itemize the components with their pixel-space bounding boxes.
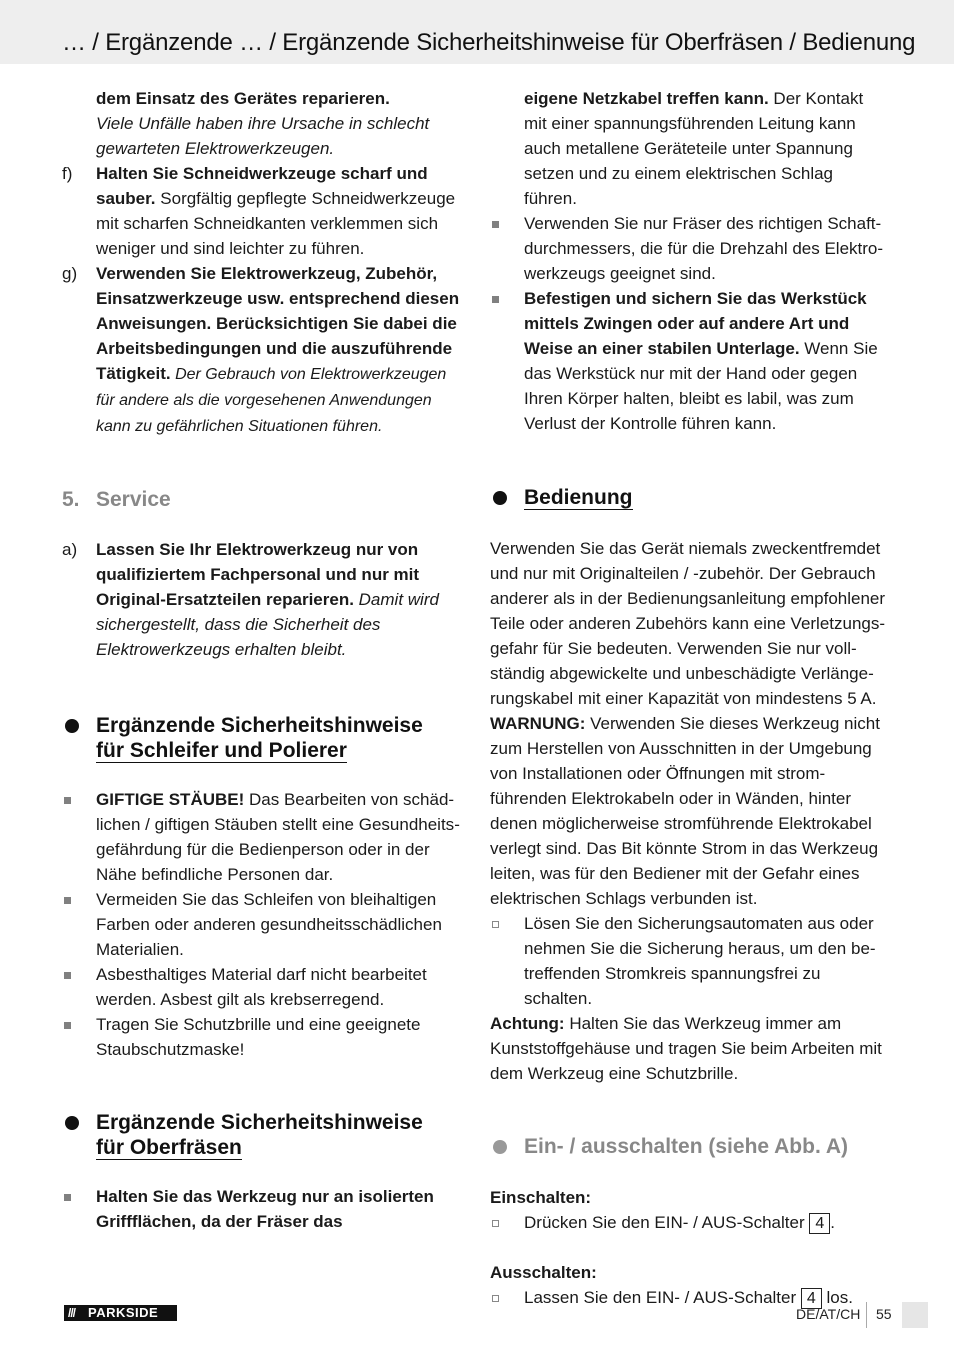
parkside-logo: [64, 1305, 177, 1321]
square-bullet-icon: [492, 221, 499, 228]
footer-language: DE/AT/CH: [796, 1306, 861, 1322]
right-column: [490, 86, 890, 1310]
list-item-a: [62, 537, 466, 662]
list-item-f: [62, 161, 466, 261]
heading-schleifer: [62, 713, 466, 763]
achtung-paragraph: [490, 1011, 890, 1086]
page-header: [0, 0, 954, 64]
bullet-text: Tragen Sie Schutzbrille und eine geeignete Staubschutzmaske!: [96, 1015, 421, 1059]
bullet-item: [62, 1012, 466, 1062]
heading-oberfraesen: [62, 1110, 466, 1160]
warning-label: WARNUNG:: [490, 714, 586, 733]
section-service-heading: [62, 487, 466, 513]
step-item: [490, 911, 890, 1011]
checkbox-bullet-icon: [492, 1220, 499, 1227]
square-bullet-icon: [492, 296, 499, 303]
continued-bold: eigene Netzkabel treffen kann.: [524, 89, 769, 108]
bullet-item: [62, 787, 466, 887]
continued-italic: Viele Unfälle haben ihre Ursache in schlecht gewarteten Elektrowerkzeugen.: [96, 114, 430, 158]
step-text: Lösen Sie den Sicherungsautomaten aus oder nehmen Sie die Sicherung heraus, um den betreffenden Stromkreis spannungsfrei zu schalten.: [524, 914, 876, 1008]
bullet-bold: GIFTIGE STÄUBE!: [96, 790, 245, 809]
heading-oberfraesen-line2: für Oberfräsen: [96, 1136, 242, 1159]
continued-item: [62, 86, 466, 161]
bullet-dot-icon: [493, 1140, 507, 1154]
step-text: Drücken Sie den EIN- / AUS-Schalter: [524, 1213, 810, 1232]
part-number-box: 4: [809, 1213, 830, 1234]
heading-ein-aus: [490, 1134, 890, 1159]
continued-item: [490, 86, 890, 211]
bullet-item: [62, 887, 466, 962]
continued-text: Der Kontakt mit einer spannungsführenden Leitung kann auch metallene Geräteteile unter Spannung setzen und zu einem elektrischen Schlag führen.: [524, 89, 864, 208]
heading-schleifer-line1: Ergänzende Sicherheitshinweise: [96, 714, 423, 737]
achtung-text: Halten Sie das Werkzeug immer am Kunststoffgehäuse und tragen Sie beim Arbeiten mit dem Werkzeug eine Schutzbrille.: [490, 1014, 882, 1083]
bullet-bold: Halten Sie das Werkzeug nur an isolierten Griffflächen, da der Fräser das: [96, 1187, 434, 1231]
bullet-text: Wenn Sie das Werkstück nur mit der Hand oder gegen Ihren Körper halten, bleibt es labil, was zum Verlust der Kontrolle führen kann.: [524, 339, 878, 433]
bedienung-text: Verwenden Sie das Gerät niemals zweckentfremdet und nur mit Originalteilen / -zubehör. Der Gebrauch anderer als in der Bedienungsanleitung empfohlener Teile oder anderen Zubehörs kann eine Verletzungsgefahr für Sie bedeuten. Verwenden Sie nur vollständig abgewickelte und unbeschädigte Verlängerungskabel mit einer Kapazität von mindestens 5 A.: [490, 539, 886, 708]
square-bullet-icon: [64, 972, 71, 979]
ausschalten-label: Ausschalten:: [490, 1263, 597, 1282]
bullet-text: Vermeiden Sie das Schleifen von bleihaltigen Farben oder anderen gesundheitsschädlichen Materialien.: [96, 890, 442, 959]
part-number-box: 4: [801, 1288, 822, 1309]
bullet-dot-icon: [65, 1116, 79, 1130]
step-text-end: los.: [821, 1288, 853, 1307]
bullet-item: [490, 211, 890, 286]
bullet-dot-icon: [65, 719, 79, 733]
square-bullet-icon: [64, 1022, 71, 1029]
step-text-end: .: [830, 1213, 835, 1232]
list-item-g: [62, 261, 466, 439]
bedienung-paragraph: [490, 536, 890, 911]
section-title: Service: [96, 488, 171, 511]
heading-oberfraesen-line1: Ergänzende Sicherheitshinweise: [96, 1111, 423, 1134]
checkbox-bullet-icon: [492, 1295, 499, 1302]
einschalten-label: Einschalten:: [490, 1188, 592, 1207]
item-g-bold: Verwenden Sie Elektrowerkzeug, Zubehör, Einsatzwerkzeuge usw. entsprechend diesen Anweisungen. Berücksichtigen Sie dabei die Arbeitsbedingungen und die auszuführende Tätigkeit.: [96, 264, 460, 383]
list-marker: f): [62, 164, 73, 183]
header-title: … / Ergänzende … / Ergänzende Sicherheitshinweise für Oberfräsen / Bedienung: [62, 29, 916, 56]
item-a-bold: Lassen Sie Ihr Elektrowerkzeug nur von qualifiziertem Fachpersonal und nur mit Original-Ersatzteilen reparieren.: [96, 540, 420, 609]
section-number: 5.: [62, 488, 80, 511]
bullet-item: [62, 962, 466, 1012]
list-marker: g): [62, 264, 78, 283]
bullet-text: Asbesthaltiges Material darf nicht bearbeitet werden. Asbest gilt als krebserregend.: [96, 965, 427, 1009]
logo-stripes-icon: ///: [68, 1306, 76, 1320]
square-bullet-icon: [64, 897, 71, 904]
warning-text: Verwenden Sie dieses Werkzeug nicht zum Herstellen von Ausschnitten in der Umgebung von Installationen oder Öffnungen mit stromführenden Elektrokabeln oder in Wänden, hinter denen möglicherweise stromführende Elektrokabel verlegt sind. Das Bit könnte Strom in das Werkzeug leiten, was für den Bediener mit der Gefahr eines elektrischen Schlags verbunden ist.: [490, 714, 880, 908]
heading-schleifer-line2: für Schleifer und Polierer: [96, 739, 347, 762]
square-bullet-icon: [64, 1194, 71, 1201]
left-column: [62, 86, 466, 1234]
item-g-italic: Der Gebrauch von Elektrowerkzeugen für andere als die vorgesehenen Anwendungen kann zu gefährlichen Situationen führen.: [96, 366, 447, 435]
square-bullet-icon: [64, 797, 71, 804]
logo-text: PARKSIDE: [88, 1305, 159, 1320]
bullet-dot-icon: [493, 491, 507, 505]
step-item: [490, 1210, 890, 1235]
list-marker: a): [62, 540, 78, 559]
page-number: 55: [876, 1306, 892, 1322]
footer-tab-marker: [902, 1302, 928, 1328]
bullet-text: Das Bearbeiten von schädlichen / giftigen Stäuben stellt eine Gesundheitsgefährdung für die Bedienperson oder in der Nähe befindliche Personen dar.: [96, 790, 460, 884]
step-text: Lassen Sie den EIN- / AUS-Schalter: [524, 1288, 801, 1307]
continued-bold: dem Einsatz des Gerätes reparieren.: [96, 89, 390, 108]
heading-bedienung-title: Bedienung: [524, 486, 633, 509]
heading-bedienung: [490, 485, 890, 510]
footer-divider: [866, 1302, 867, 1328]
item-f-bold: Halten Sie Schneidwerkzeuge scharf und sauber.: [96, 164, 428, 208]
item-f-text: Sorgfältig gepflegte Schneidwerkzeuge mit scharfen Schneidkanten verklemmen sich weniger und sind leichter zu führen.: [96, 189, 456, 258]
heading-ein-aus-title: Ein- / ausschalten (siehe Abb. A): [524, 1135, 849, 1158]
item-a-italic: Damit wird sichergestellt, dass die Sicherheit des Elektrowerkzeugs erhalten bleibt.: [96, 590, 439, 659]
bullet-text: Verwenden Sie nur Fräser des richtigen Schaftdurchmessers, die für die Drehzahl des Elektrowerkzeugs geeignet sind.: [524, 214, 884, 283]
bullet-item: [62, 1184, 466, 1234]
checkbox-bullet-icon: [492, 921, 499, 928]
achtung-label: Achtung:: [490, 1014, 565, 1033]
bullet-item: [490, 286, 890, 436]
bullet-bold: Befestigen und sichern Sie das Werkstück mittels Zwingen oder auf andere Art und Weise an einer stabilen Unterlage.: [524, 289, 867, 358]
